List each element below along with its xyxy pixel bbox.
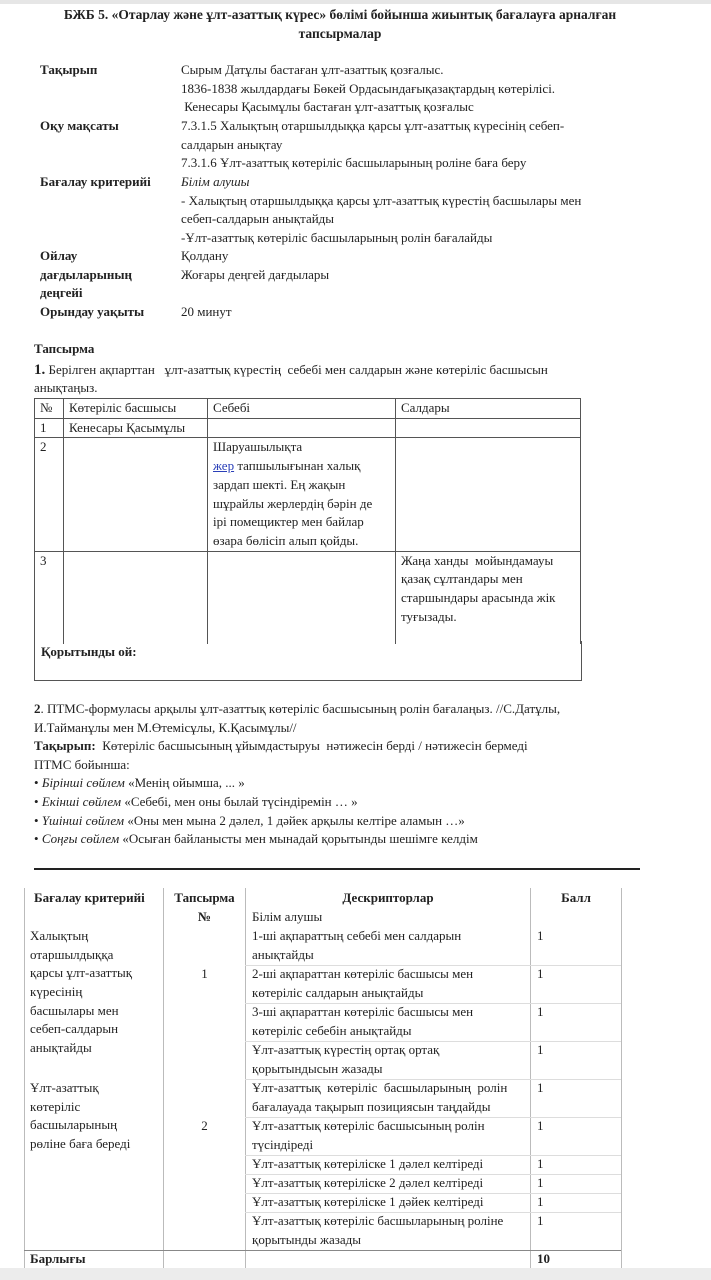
criterion-line: Ұлт-азаттық — [30, 1080, 99, 1095]
link-zher[interactable]: жер — [213, 458, 235, 474]
task1-table — [34, 398, 581, 644]
task2-line2: И.Тайманұлы мен М.Өтемісұлы, К.Қасымұлы// — [34, 720, 297, 735]
cause-line: ірі помещиктер мен байлар — [213, 514, 364, 530]
criterion-line: себеп-салдарын — [30, 1021, 119, 1037]
cell-cause[interactable] — [208, 438, 396, 551]
task-heading: Тапсырма — [34, 341, 95, 356]
rubric-task-2: 2 — [201, 1118, 208, 1133]
doc-title-line1: БЖБ 5. «Отарлау және ұлт-азаттық күрес» бөлімі бойынша жиынтық бағалауға арналған — [63, 7, 617, 22]
cell-cause[interactable] — [208, 418, 396, 438]
rubric-header-task-no: № — [197, 909, 212, 924]
conclusion-label: Қорытынды ой: — [41, 644, 137, 659]
rubric-header-descriptors: Дескрипторлар — [342, 890, 434, 905]
rubric-header-task: Тапсырма — [174, 890, 235, 905]
cause-line: өзара бөлісіп алып қойды. — [213, 532, 359, 548]
rubric-header-score: Балл — [561, 890, 591, 905]
topic-line: 1836-1838 жылдардағы Бөкей Ордасындағықазақтардың көтерілісі. — [181, 80, 556, 96]
criterion-line: анықтайды — [30, 1040, 92, 1056]
topic-label: Тақырып — [40, 62, 98, 77]
descriptor-line: Ұлт-азаттық көтеріліс басшыларының роліне — [252, 1213, 504, 1228]
task2-topic-text: Көтеріліс басшысының ұйымдастыруы нәтижесін берді / нәтижесін бермеді — [95, 738, 528, 753]
descriptor-line: Ұлт-азаттық көтеріліске 2 дәлел келтіреді — [252, 1175, 484, 1190]
cause-line: Шаруашылықта — [213, 439, 303, 455]
result-line: қазақ сұлтандары мен — [401, 571, 523, 587]
topic-line: Сырым Датұлы бастаған ұлт-азаттық қозғалыс. — [181, 62, 444, 77]
bullet-label: Бірінші сөйлем — [41, 775, 125, 790]
column-divider — [621, 888, 622, 1268]
cell-result[interactable] — [396, 418, 581, 438]
table-row — [35, 551, 581, 644]
descriptor-score: 1 — [537, 1156, 544, 1171]
rubric-intro: Білім алушы — [252, 909, 323, 924]
header-cell: Себебі — [208, 399, 396, 419]
task1-text — [34, 361, 548, 380]
topic-value — [181, 61, 555, 117]
cause-line — [213, 457, 390, 476]
header-cell: Салдары — [396, 399, 581, 419]
goal-label: Оқу мақсаты — [40, 118, 119, 133]
descriptor-line: 2-ші ақпараттан көтеріліс басшысы мен — [252, 966, 474, 981]
cell-leader[interactable] — [64, 438, 208, 551]
thinking-label-line: Ойлау — [40, 248, 78, 263]
criteria-line: -Ұлт-азаттық көтеріліс басшыларының ролін бағалайды — [181, 230, 493, 246]
descriptor-score: 1 — [537, 966, 544, 981]
column-divider — [24, 888, 25, 1268]
descriptor-score: 1 — [537, 1042, 544, 1057]
cell-cause[interactable] — [208, 551, 396, 644]
descriptor-score: 1 — [537, 1080, 544, 1095]
criteria-line: - Халықтың отаршылдыққа қарсы ұлт-азаттық күрестің басшылары мен — [181, 192, 582, 208]
descriptor-score: 1 — [537, 1213, 544, 1228]
goal-line: салдарын анықтау — [181, 136, 283, 152]
bullet-text: «Менің ойымша, ... » — [124, 775, 245, 790]
result-line: Жаңа ханды мойындамауы — [401, 552, 554, 568]
cell-leader[interactable] — [64, 551, 208, 644]
goal-line: 7.3.1.6 Ұлт-азаттық көтеріліс басшыларының роліне баға беру — [181, 155, 527, 171]
thinking-label-line: дағдыларының — [40, 266, 133, 282]
cell-number[interactable]: 3 — [35, 551, 64, 644]
total-label: Барлығы — [30, 1251, 86, 1266]
criteria-value — [181, 173, 581, 248]
cause-line-text: тапшылығынан халық — [237, 458, 361, 474]
top-bar — [0, 0, 711, 4]
criterion-line: көтеріліс — [30, 1098, 81, 1114]
bullet-label: Үшінші сөйлем — [41, 813, 125, 828]
descriptor-score: 1 — [537, 1194, 544, 1209]
column-divider — [530, 888, 531, 1268]
bullet-item: • Екінші сөйлем «Себебі, мен оны былай түсіндіремін … » — [34, 794, 358, 809]
time-value: 20 минут — [181, 304, 232, 319]
thinking-line: Қолдану — [181, 248, 229, 263]
bullet-label: Екінші сөйлем — [41, 794, 122, 809]
header-cell: Көтеріліс басшысы — [64, 399, 208, 419]
thinking-line: Жоғары деңгей дағдылары — [181, 266, 330, 282]
task1-text-line2: анықтаңыз. — [34, 380, 98, 395]
task2-topic-label: Тақырып: — [34, 738, 96, 753]
doc-title-line2: тапсырмалар — [298, 26, 382, 41]
cell-number[interactable]: 2 — [35, 438, 64, 551]
bullet-item: • Бірінші сөйлем «Менің ойымша, ... » — [34, 775, 245, 790]
bullet-item: • Үшінші сөйлем «Оны мен мына 2 дәлел, 1 дәйек арқылы келтіре аламын …» — [34, 813, 465, 828]
descriptor-line: қорытындысын жазады — [252, 1060, 383, 1076]
goal-value — [181, 117, 564, 173]
total-value: 10 — [537, 1251, 550, 1266]
row-divider — [24, 1250, 621, 1251]
table-header-row — [35, 399, 581, 419]
column-divider — [163, 888, 164, 1268]
task2-line1 — [34, 700, 560, 719]
task1-text-line: Берілген ақпарттан ұлт-азаттық күрестің себебі мен салдарын және көтеріліс басшысын — [45, 362, 548, 377]
descriptor-line: түсіндіреді — [252, 1136, 314, 1152]
answer-line[interactable] — [34, 868, 640, 870]
table-row — [35, 438, 581, 551]
criterion-line: басшыларының — [30, 1117, 118, 1133]
descriptor-line: Ұлт-азаттық көтеріліске 1 дәйек келтіреді — [252, 1194, 484, 1209]
cell-number[interactable]: 1 — [35, 418, 64, 438]
goal-line: 7.3.1.5 Халықтың отаршылдыққа қарсы ұлт-азаттық күресінің себеп- — [181, 118, 565, 133]
ptms-label: ПТМС бойынша: — [34, 757, 130, 772]
bullet-text: «Оны мен мына 2 дәлел, 1 дәйек арқылы келтіре аламын …» — [124, 813, 465, 828]
descriptor-score: 1 — [537, 1175, 544, 1190]
task1-number: 1. — [34, 362, 46, 378]
bullet-text: «Себебі, мен оны былай түсіндіремін … » — [121, 794, 358, 809]
conclusion-box[interactable] — [34, 641, 582, 681]
descriptor-line: анықтайды — [252, 946, 314, 962]
descriptor-line: Ұлт-азаттық күрестің ортақ ортақ — [252, 1042, 440, 1057]
criterion-1 — [30, 927, 132, 1058]
descriptor-score: 1 — [537, 1004, 544, 1019]
criteria-line: себеп-салдарын анықтайды — [181, 211, 335, 227]
thinking-value — [181, 247, 329, 284]
topic-line: Кенесары Қасымұлы бастаған ұлт-азаттық қозғалыс — [181, 99, 474, 115]
bullet-text: «Осыған байланысты мен мынадай қорытынды шешімге келдім — [119, 831, 478, 846]
header-cell: № — [35, 399, 64, 419]
criterion-line: отаршылдыққа — [30, 946, 114, 962]
thinking-label — [40, 247, 132, 303]
cell-result[interactable] — [396, 438, 581, 551]
descriptor-score: 1 — [537, 928, 544, 943]
criterion-line: рөліне баға береді — [30, 1136, 131, 1152]
result-line: старшындары арасында жік — [401, 590, 556, 606]
bullet-item: • Соңғы сөйлем «Осыған байланысты мен мынадай қорытынды шешімге келдім — [34, 831, 478, 846]
descriptor-line: Ұлт-азаттық көтеріліс басшыларының ролін — [252, 1080, 508, 1095]
descriptor-line: Ұлт-азаттық көтеріліс басшысының ролін — [252, 1118, 485, 1133]
criterion-2 — [30, 1079, 130, 1154]
descriptor-score: 1 — [537, 1118, 544, 1133]
task2-topic — [34, 737, 528, 756]
cause-line: зардап шекті. Ең жақын — [213, 476, 346, 492]
task2-text: . ПТМС-формуласы арқылы ұлт-азаттық көтеріліс басшысының ролін бағалаңыз. //С.Датұлы, — [40, 701, 561, 716]
cell-leader[interactable]: Кенесары Қасымұлы — [64, 418, 208, 438]
descriptor-line: қорытынды жазады — [252, 1231, 362, 1247]
descriptor-line: көтеріліс себебін анықтайды — [252, 1022, 412, 1038]
cell-result[interactable] — [396, 551, 581, 644]
descriptor-line: 1-ші ақпараттың себебі мен салдарын — [252, 928, 462, 943]
descriptor-line: Ұлт-азаттық көтеріліске 1 дәлел келтіреді — [252, 1156, 484, 1171]
task2-number: 2 — [34, 701, 41, 716]
result-line: туғызады. — [401, 608, 457, 624]
bullet-label: Соңғы сөйлем — [41, 831, 120, 846]
bottom-bar — [0, 1268, 711, 1280]
rubric-task-1: 1 — [201, 966, 208, 981]
rubric-header-criteria: Бағалау критерийі — [34, 890, 145, 905]
thinking-label-line: деңгейі — [40, 285, 83, 301]
criteria-intro: Білім алушы — [181, 174, 250, 189]
time-label: Орындау уақыты — [40, 304, 145, 319]
criterion-line: басшылары мен — [30, 1002, 119, 1018]
cause-line: шұрайлы жерлердің бәрін де — [213, 495, 373, 511]
descriptor-line: бағалауада тақырып позициясын таңдайды — [252, 1098, 491, 1114]
descriptor-line: 3-ші ақпараттан көтеріліс басшысы мен — [252, 1004, 474, 1019]
criterion-line: қарсы ұлт-азаттық — [30, 965, 133, 981]
criterion-line: Халықтың — [30, 928, 89, 943]
criterion-line: күресінің — [30, 984, 83, 1000]
descriptor-line: көтеріліс салдарын анықтайды — [252, 984, 424, 1000]
table-row — [35, 418, 581, 438]
column-divider — [245, 888, 246, 1268]
criteria-label: Бағалау критерийі — [40, 174, 151, 189]
